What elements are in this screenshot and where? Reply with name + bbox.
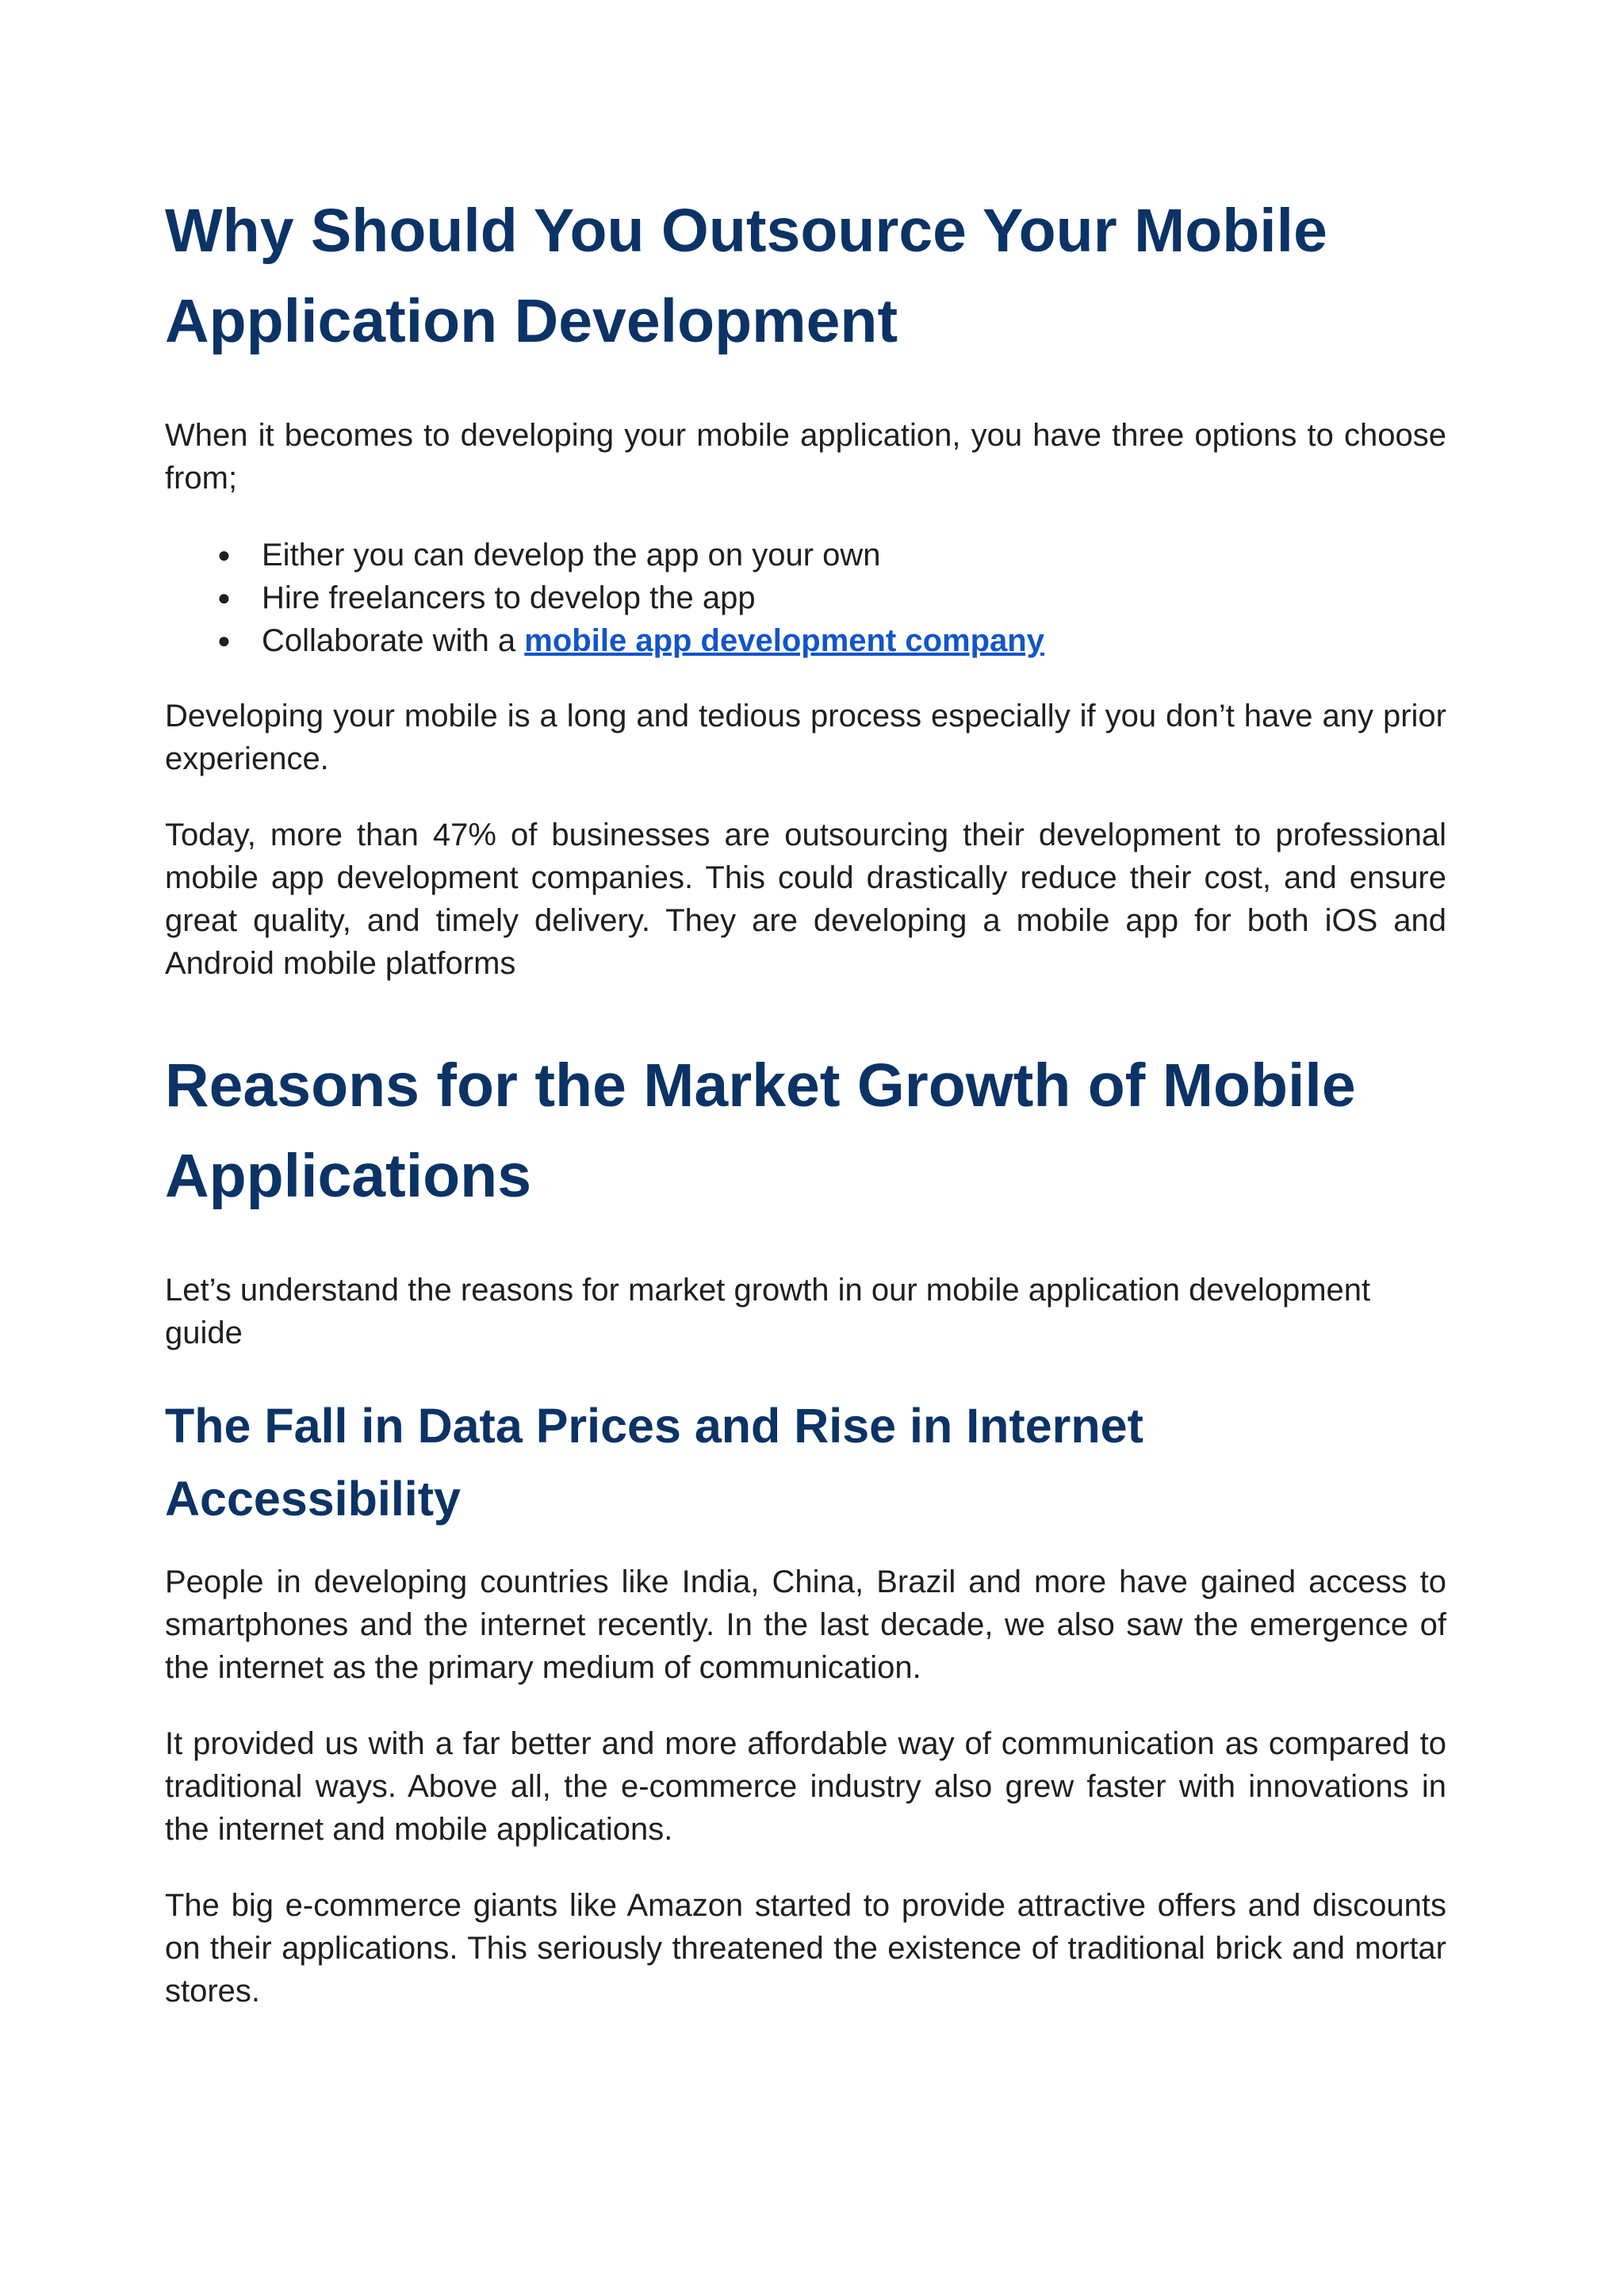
paragraph-tedious: Developing your mobile is a long and tedious process especially if you don’t have any prior experience. (165, 699, 1446, 776)
paragraph-provided: It provided us with a far better and more affordable way of communication as compared to traditional ways. Above all, the e-commerce industry also grew faster with innovations in the internet and mobile applications. (165, 1726, 1446, 1847)
bullet-icon: ● (217, 585, 231, 610)
heading-fall-in-data-prices: The Fall in Data Prices and Rise in Internet Accessibility (165, 1399, 1143, 1526)
list-item-text: Hire freelancers to develop the app (262, 580, 756, 615)
paragraph-today: Today, more than 47% of businesses are outsourcing their development to professional mobile app development companies. This could drastically reduce their cost, and ensure great quality, and timely delivery. They are developing a mobile app for both iOS and Android mobile platforms (165, 818, 1446, 981)
mobile-app-company-link[interactable]: mobile app development company (524, 623, 1044, 658)
paragraph-giants: The big e-commerce giants like Amazon started to provide attractive offers and discounts on their applications. This seriously threatened the existence of traditional brick and mortar stores. (165, 1888, 1446, 2009)
bullet-icon: ● (217, 628, 231, 653)
heading-reasons: Reasons for the Market Growth of Mobile Applications (165, 1051, 1356, 1210)
list-item (165, 576, 1044, 619)
paragraph-understand: Let’s understand the reasons for market growth in our mobile application development guide (165, 1273, 1371, 1350)
list-item (165, 534, 1044, 576)
bullet-icon: ● (217, 542, 231, 567)
list-item-text: Collaborate with a (262, 623, 525, 658)
list-item (165, 619, 1044, 662)
paragraph-intro: When it becomes to developing your mobile application, you have three options to choose from; (165, 418, 1446, 496)
options-list (165, 534, 1044, 662)
list-item-text: Either you can develop the app on your own (262, 538, 881, 573)
paragraph-people: People in developing countries like India, China, Brazil and more have gained access to smartphones and the internet recently. In the last decade, we also saw the emergence of the internet as the primary medium of communication. (165, 1564, 1446, 1685)
heading-outsource: Why Should You Outsource Your Mobile Application Development (165, 197, 1327, 355)
